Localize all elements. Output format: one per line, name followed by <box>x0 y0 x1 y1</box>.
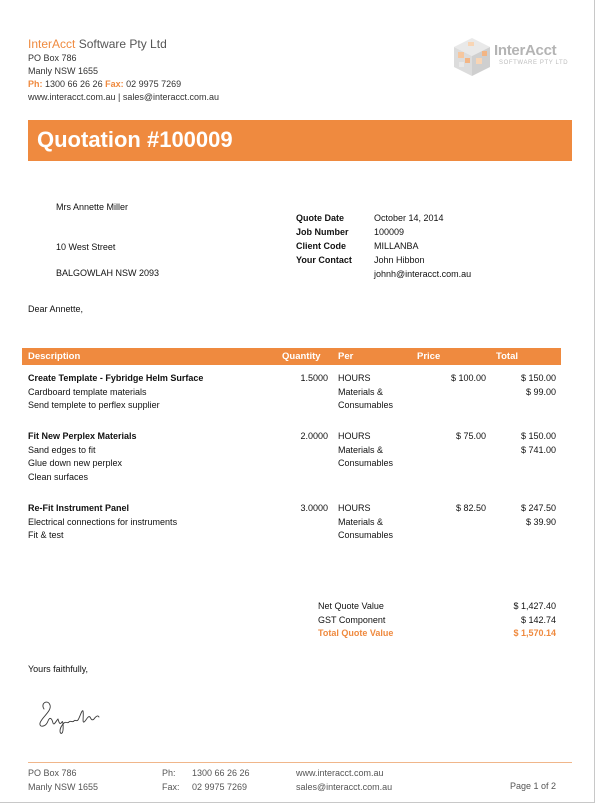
footer-web-email <box>296 767 392 794</box>
item-line: Send templete to perflex supplier <box>28 400 160 410</box>
client-street: 10 West Street <box>56 242 116 252</box>
item-title: Fit New Perplex Materials <box>28 431 137 441</box>
signature-image <box>36 695 102 735</box>
quotation-title: Quotation #100009 <box>37 127 233 152</box>
company-suburb: Manly NSW 1655 <box>28 66 99 76</box>
total-value: $ 1,570.14 <box>513 628 556 638</box>
total-line: $ 99.00 <box>525 386 556 397</box>
item-line: Sand edges to fit <box>28 444 96 455</box>
phone-label: Ph: <box>28 79 43 89</box>
total-line: $ 741.00 <box>520 444 556 455</box>
total-line: $ 247.50 <box>520 503 556 513</box>
footer-po-box: PO Box 786 <box>28 768 77 778</box>
fax-label: Fax: <box>105 79 124 89</box>
footer-suburb: Manly NSW 1655 <box>28 781 99 792</box>
total-line: $ 39.90 <box>525 516 556 527</box>
item-price: $ 100.00 <box>450 373 486 383</box>
company-name-rest: Software Pty Ltd <box>75 37 167 51</box>
item-line: Clean surfaces <box>28 471 89 482</box>
footer-address <box>28 767 98 794</box>
gst-label: GST Component <box>318 614 386 625</box>
net-value: $ 1,427.40 <box>513 601 556 611</box>
closing: Yours faithfully, <box>28 664 89 674</box>
logo-tagline: SOFTWARE PTY LTD <box>499 60 569 66</box>
contact-email: johnh@interacct.com.au <box>374 269 472 279</box>
per-line: Consumables <box>338 458 394 468</box>
item-title: Create Template - Fybridge Helm Surface <box>28 373 204 383</box>
company-web-email: www.interacct.com.au | sales@interacct.com.au <box>28 92 220 102</box>
items-table-header <box>22 348 561 365</box>
item-line: Electrical connections for instruments <box>28 516 178 527</box>
footer-email: sales@interacct.com.au <box>296 781 393 792</box>
item-title: Re-Fit Instrument Panel <box>28 503 130 513</box>
phone-value: 1300 66 26 26 <box>45 79 103 89</box>
meta-label: Quote Date <box>296 213 345 223</box>
item-line: Glue down new perplex <box>28 458 123 468</box>
meta-value: 100009 <box>374 227 405 237</box>
company-header <box>28 37 219 104</box>
cube-logo-icon <box>452 36 492 78</box>
gst-value: $ 142.74 <box>520 614 556 625</box>
per-line: Materials & <box>338 516 384 527</box>
title-banner <box>28 120 572 161</box>
item-total <box>488 372 556 399</box>
footer-fax: 02 9975 7269 <box>192 781 248 792</box>
item-quantity: 2.0000 <box>300 431 328 441</box>
footer-labels <box>162 767 180 794</box>
total-row <box>318 628 556 642</box>
item-description <box>28 430 288 484</box>
item-description <box>28 372 288 413</box>
col-total: Total <box>496 351 518 362</box>
per-line: HOURS <box>338 373 371 383</box>
company-phone-fax <box>28 78 219 91</box>
fax-value: 02 9975 7269 <box>126 79 182 89</box>
client-city: BALGOWLAH NSW 2093 <box>56 268 160 278</box>
footer-fax-label: Fax: <box>162 781 180 792</box>
item-price: $ 82.50 <box>455 503 486 513</box>
item-quantity: 3.0000 <box>300 503 328 513</box>
meta-value: October 14, 2014 <box>374 213 444 223</box>
footer-phone-label: Ph: <box>162 768 176 778</box>
greeting: Dear Annette, <box>28 304 84 314</box>
company-brand: InterAcct <box>28 37 76 51</box>
item-line: Cardboard template materials <box>28 386 147 397</box>
client-name: Mrs Annette Miller <box>56 202 129 212</box>
footer-numbers <box>192 767 250 794</box>
meta-value: MILLANBA <box>374 241 419 251</box>
item-quantity: 1.5000 <box>300 373 328 383</box>
quote-totals <box>318 601 556 642</box>
company-logo <box>452 34 572 80</box>
meta-label: Client Code <box>296 241 347 251</box>
per-line: HOURS <box>338 431 371 441</box>
item-per <box>338 430 418 471</box>
net-row <box>318 601 556 615</box>
company-po-box: PO Box 786 <box>28 53 77 63</box>
col-price: Price <box>417 351 441 362</box>
item-line: Fit & test <box>28 530 64 540</box>
footer-phone: 1300 66 26 26 <box>192 768 250 778</box>
per-line: Materials & <box>338 444 384 455</box>
item-per <box>338 502 418 543</box>
company-name <box>28 37 219 52</box>
item-per <box>338 372 418 413</box>
per-line: Consumables <box>338 400 394 410</box>
footer-divider <box>28 762 572 763</box>
net-label: Net Quote Value <box>318 601 384 611</box>
gst-row <box>318 615 556 629</box>
meta-label: Your Contact <box>296 255 352 265</box>
footer-web: www.interacct.com.au <box>296 768 384 778</box>
item-total <box>488 502 556 529</box>
total-label: Total Quote Value <box>318 628 394 638</box>
per-line: HOURS <box>338 503 371 513</box>
col-quantity: Quantity <box>282 351 321 362</box>
item-price: $ 75.00 <box>455 431 486 441</box>
total-line: $ 150.00 <box>520 373 556 383</box>
logo-wordmark: InterAcct <box>494 42 557 59</box>
item-description <box>28 502 288 543</box>
col-description: Description <box>28 351 81 362</box>
page-number: Page 1 of 2 <box>509 781 556 791</box>
meta-label: Job Number <box>296 227 349 237</box>
item-total <box>488 430 556 457</box>
total-line: $ 150.00 <box>520 431 556 441</box>
per-line: Materials & <box>338 386 384 397</box>
meta-value: John Hibbon <box>374 255 425 265</box>
per-line: Consumables <box>338 530 394 540</box>
col-per: Per <box>338 351 354 362</box>
